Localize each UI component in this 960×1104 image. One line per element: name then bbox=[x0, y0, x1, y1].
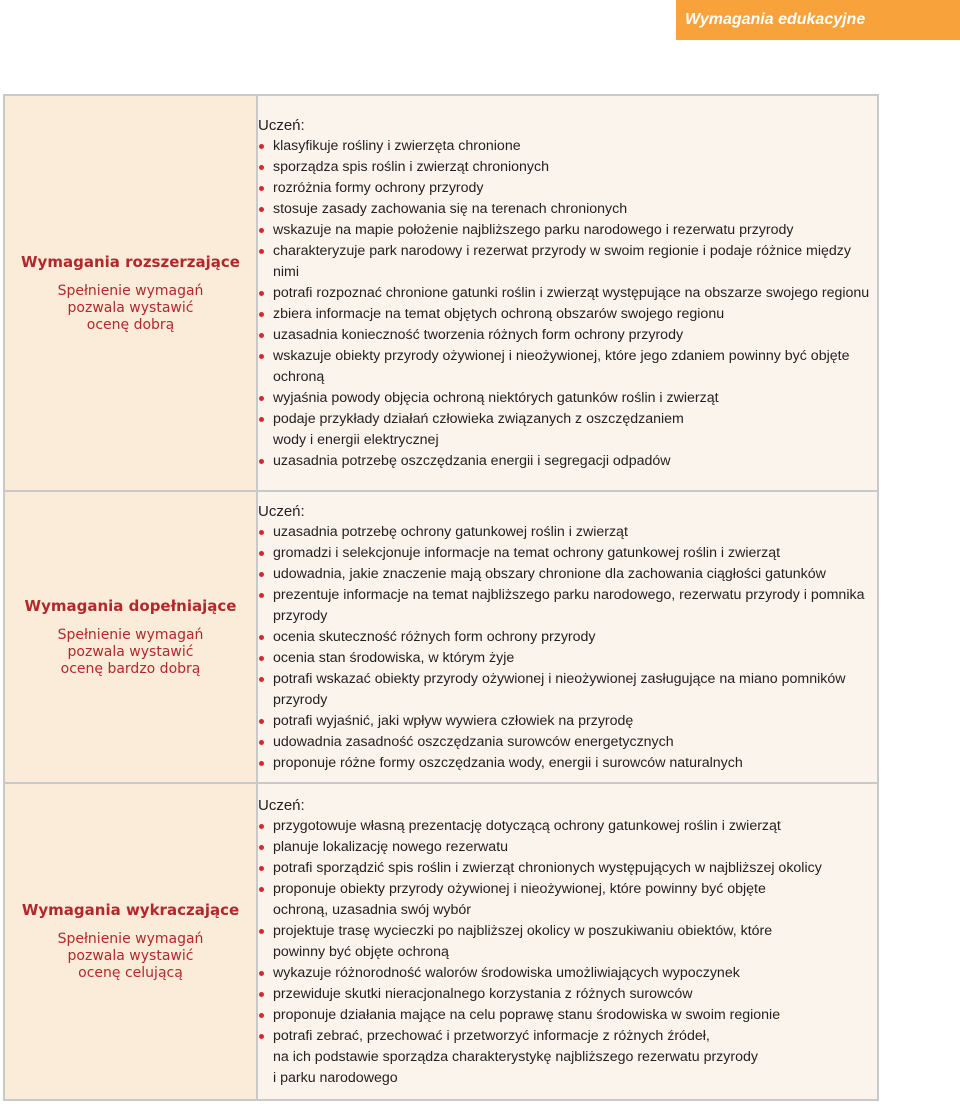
level-label-cell bbox=[4, 783, 257, 1100]
requirement-text: prezentuje informacje na temat najbliższego parku narodowego, rezerwatu przyrody i pomnika przyrody bbox=[273, 586, 865, 624]
requirement-item bbox=[258, 585, 877, 627]
requirement-text: potrafi zebrać, przechować i przetworzyć informacje z różnych źródeł, na ich podstawie sporządza charakterystykę najbliższego rezerwatu przyrody i parku narodowego bbox=[273, 1027, 758, 1086]
requirement-item bbox=[258, 837, 877, 858]
requirement-item bbox=[258, 753, 877, 774]
level-title: Wymagania wykraczające bbox=[21, 901, 240, 919]
bullet-dot-icon bbox=[259, 572, 264, 577]
requirement-text: proponuje różne formy oszczędzania wody, energii i surowców naturalnych bbox=[273, 754, 743, 771]
requirement-text: sporządza spis roślin i zwierząt chronionych bbox=[273, 158, 549, 175]
table-row bbox=[4, 95, 878, 491]
requirement-item bbox=[258, 157, 877, 178]
requirement-item bbox=[258, 711, 877, 732]
bullet-dot-icon bbox=[259, 992, 264, 997]
requirement-text: wskazuje obiekty przyrody ożywionej i nieożywionej, które jego zdaniem powinny być objęte ochroną bbox=[273, 347, 850, 385]
header-title: Wymagania edukacyjne bbox=[676, 0, 960, 40]
student-intro: Uczeń: bbox=[258, 502, 305, 520]
requirement-item bbox=[258, 283, 877, 304]
requirement-item bbox=[258, 816, 877, 837]
level-subtitle-line: ocenę dobrą bbox=[86, 316, 175, 333]
requirement-text: wykazuje różnorodność walorów środowiska umożliwiających wypoczynek bbox=[273, 964, 740, 981]
requirements-list bbox=[258, 522, 877, 774]
level-subtitle-line: pozwala wystawić bbox=[67, 948, 194, 964]
bullet-dot-icon bbox=[259, 929, 264, 934]
requirement-text: uzasadnia potrzebę ochrony gatunkowej roślin i zwierząt bbox=[273, 523, 628, 540]
requirement-text: gromadzi i selekcjonuje informacje na temat ochrony gatunkowej roślin i zwierząt bbox=[273, 544, 781, 561]
bullet-dot-icon bbox=[259, 635, 264, 640]
requirement-text: proponuje obiekty przyrody ożywionej i nieożywionej, które powinny być objęte ochroną, uzasadnia swój wybór bbox=[273, 880, 766, 918]
requirement-text: ocenia stan środowiska, w którym żyje bbox=[273, 649, 515, 666]
bullet-dot-icon bbox=[259, 719, 264, 724]
bullet-dot-icon bbox=[259, 249, 264, 254]
requirement-text: proponuje działania mające na celu poprawę stanu środowiska w swoim regionie bbox=[273, 1006, 781, 1023]
requirement-item bbox=[258, 648, 877, 669]
requirement-text: przygotowuje własną prezentację dotyczącą ochrony gatunkowej roślin i zwierząt bbox=[273, 817, 781, 834]
level-subtitle-line: pozwala wystawić bbox=[67, 643, 194, 660]
requirement-item bbox=[258, 199, 877, 220]
bullet-dot-icon bbox=[259, 312, 264, 317]
requirement-item bbox=[258, 136, 877, 157]
requirement-item bbox=[258, 178, 877, 199]
bullet-dot-icon bbox=[259, 186, 264, 191]
requirement-text: klasyfikuje rośliny i zwierzęta chronione bbox=[273, 137, 521, 154]
requirement-item bbox=[258, 241, 877, 283]
requirement-item bbox=[258, 1005, 877, 1026]
level-subtitle-line: pozwala wystawić bbox=[67, 299, 194, 316]
bullet-dot-icon bbox=[259, 845, 264, 850]
level-label-cell bbox=[4, 95, 257, 491]
level-subtitle-line: Spełnienie wymagań bbox=[57, 931, 204, 947]
bullet-dot-icon bbox=[259, 740, 264, 745]
table-row bbox=[4, 783, 878, 1100]
bullet-dot-icon bbox=[259, 971, 264, 976]
bullet-dot-icon bbox=[259, 333, 264, 338]
requirements-cell bbox=[257, 783, 878, 1100]
requirement-text: rozróżnia formy ochrony przyrody bbox=[273, 179, 484, 196]
requirement-text: uzasadnia konieczność tworzenia różnych form ochrony przyrody bbox=[273, 326, 684, 343]
requirements-cell bbox=[257, 491, 878, 783]
level-title: Wymagania dopełniające bbox=[24, 596, 237, 615]
level-subtitle-line: Spełnienie wymagań bbox=[57, 282, 204, 299]
requirement-text: charakteryzuje park narodowy i rezerwat przyrody w swoim regionie i podaje różnice między nimi bbox=[273, 242, 851, 280]
requirement-text: stosuje zasady zachowania się na terenach chronionych bbox=[273, 200, 628, 217]
level-title: Wymagania rozszerzające bbox=[21, 252, 240, 271]
requirement-text: udowadnia, jakie znaczenie mają obszary chronione dla zachowania ciągłości gatunków bbox=[273, 565, 826, 582]
requirement-text: potrafi wskazać obiekty przyrody ożywionej i nieożywionej zasługujące na miano pomników przyrody bbox=[273, 670, 846, 708]
bullet-dot-icon bbox=[259, 1013, 264, 1018]
requirement-text: zbiera informacje na temat objętych ochroną obszarów swojego regionu bbox=[273, 305, 725, 322]
requirement-item bbox=[258, 963, 877, 984]
bullet-dot-icon bbox=[259, 824, 264, 829]
bullet-dot-icon bbox=[259, 1034, 264, 1039]
requirement-item bbox=[258, 304, 877, 325]
bullet-dot-icon bbox=[259, 761, 264, 766]
bullet-dot-icon bbox=[259, 887, 264, 892]
requirements-list bbox=[258, 816, 877, 1089]
requirement-item bbox=[258, 346, 877, 388]
requirement-item bbox=[258, 858, 877, 879]
student-intro: Uczeń: bbox=[258, 116, 305, 134]
bullet-dot-icon bbox=[259, 656, 264, 661]
level-subtitle-line: ocenę bardzo dobrą bbox=[60, 660, 201, 677]
requirement-item bbox=[258, 451, 877, 472]
requirement-text: udowadnia zasadność oszczędzania surowców energetycznych bbox=[273, 733, 674, 750]
bullet-dot-icon bbox=[259, 207, 264, 212]
bullet-dot-icon bbox=[259, 144, 264, 149]
requirement-item bbox=[258, 627, 877, 648]
requirement-item bbox=[258, 325, 877, 346]
requirement-text: potrafi wyjaśnić, jaki wpływ wywiera człowiek na przyrodę bbox=[273, 712, 634, 729]
bullet-dot-icon bbox=[259, 551, 264, 556]
requirements-table bbox=[3, 94, 879, 1101]
requirement-item bbox=[258, 220, 877, 241]
requirement-text: wskazuje na mapie położenie najbliższego parku narodowego i rezerwatu przyrody bbox=[273, 221, 794, 238]
requirement-item bbox=[258, 921, 877, 963]
requirement-item bbox=[258, 409, 877, 451]
requirement-item bbox=[258, 669, 877, 711]
requirement-text: ocenia skuteczność różnych form ochrony przyrody bbox=[273, 628, 596, 645]
requirements-list bbox=[258, 136, 877, 472]
bullet-dot-icon bbox=[259, 417, 264, 422]
level-label-cell bbox=[4, 491, 257, 783]
bullet-dot-icon bbox=[259, 228, 264, 233]
requirement-item bbox=[258, 564, 877, 585]
requirement-text: potrafi sporządzić spis roślin i zwierząt chronionych występujących w najbliższej okolicy bbox=[273, 859, 822, 876]
requirement-item bbox=[258, 732, 877, 753]
bullet-dot-icon bbox=[259, 165, 264, 170]
requirements-cell bbox=[257, 95, 878, 491]
requirement-text: uzasadnia potrzebę oszczędzania energii i segregacji odpadów bbox=[273, 452, 671, 469]
bullet-dot-icon bbox=[259, 677, 264, 682]
bullet-dot-icon bbox=[259, 593, 264, 598]
requirement-text: przewiduje skutki nieracjonalnego korzystania z różnych surowców bbox=[273, 985, 693, 1002]
bullet-dot-icon bbox=[259, 459, 264, 464]
bullet-dot-icon bbox=[259, 291, 264, 296]
requirement-text: projektuje trasę wycieczki po najbliższej okolicy w poszukiwaniu obiektów, które powinny być objęte ochroną bbox=[273, 922, 773, 960]
requirement-item bbox=[258, 522, 877, 543]
bullet-dot-icon bbox=[259, 396, 264, 401]
requirement-item bbox=[258, 984, 877, 1005]
requirement-item bbox=[258, 388, 877, 409]
bullet-dot-icon bbox=[259, 354, 264, 359]
requirement-text: planuje lokalizację nowego rezerwatu bbox=[273, 838, 509, 855]
bullet-dot-icon bbox=[259, 866, 264, 871]
requirement-text: wyjaśnia powody objęcia ochroną niektórych gatunków roślin i zwierząt bbox=[273, 389, 719, 406]
requirement-item bbox=[258, 1026, 877, 1089]
requirement-item bbox=[258, 543, 877, 564]
requirement-text: potrafi rozpoznać chronione gatunki roślin i zwierząt występujące na obszarze swojego regionu bbox=[273, 284, 870, 301]
requirement-text: podaje przykłady działań człowieka związanych z oszczędzaniem wody i energii elektrycznej bbox=[273, 410, 684, 448]
student-intro: Uczeń: bbox=[258, 796, 305, 814]
requirement-item bbox=[258, 879, 877, 921]
level-subtitle-line: Spełnienie wymagań bbox=[57, 626, 204, 643]
table-row bbox=[4, 491, 878, 783]
level-subtitle-line: ocenę celującą bbox=[78, 965, 183, 981]
bullet-dot-icon bbox=[259, 530, 264, 535]
